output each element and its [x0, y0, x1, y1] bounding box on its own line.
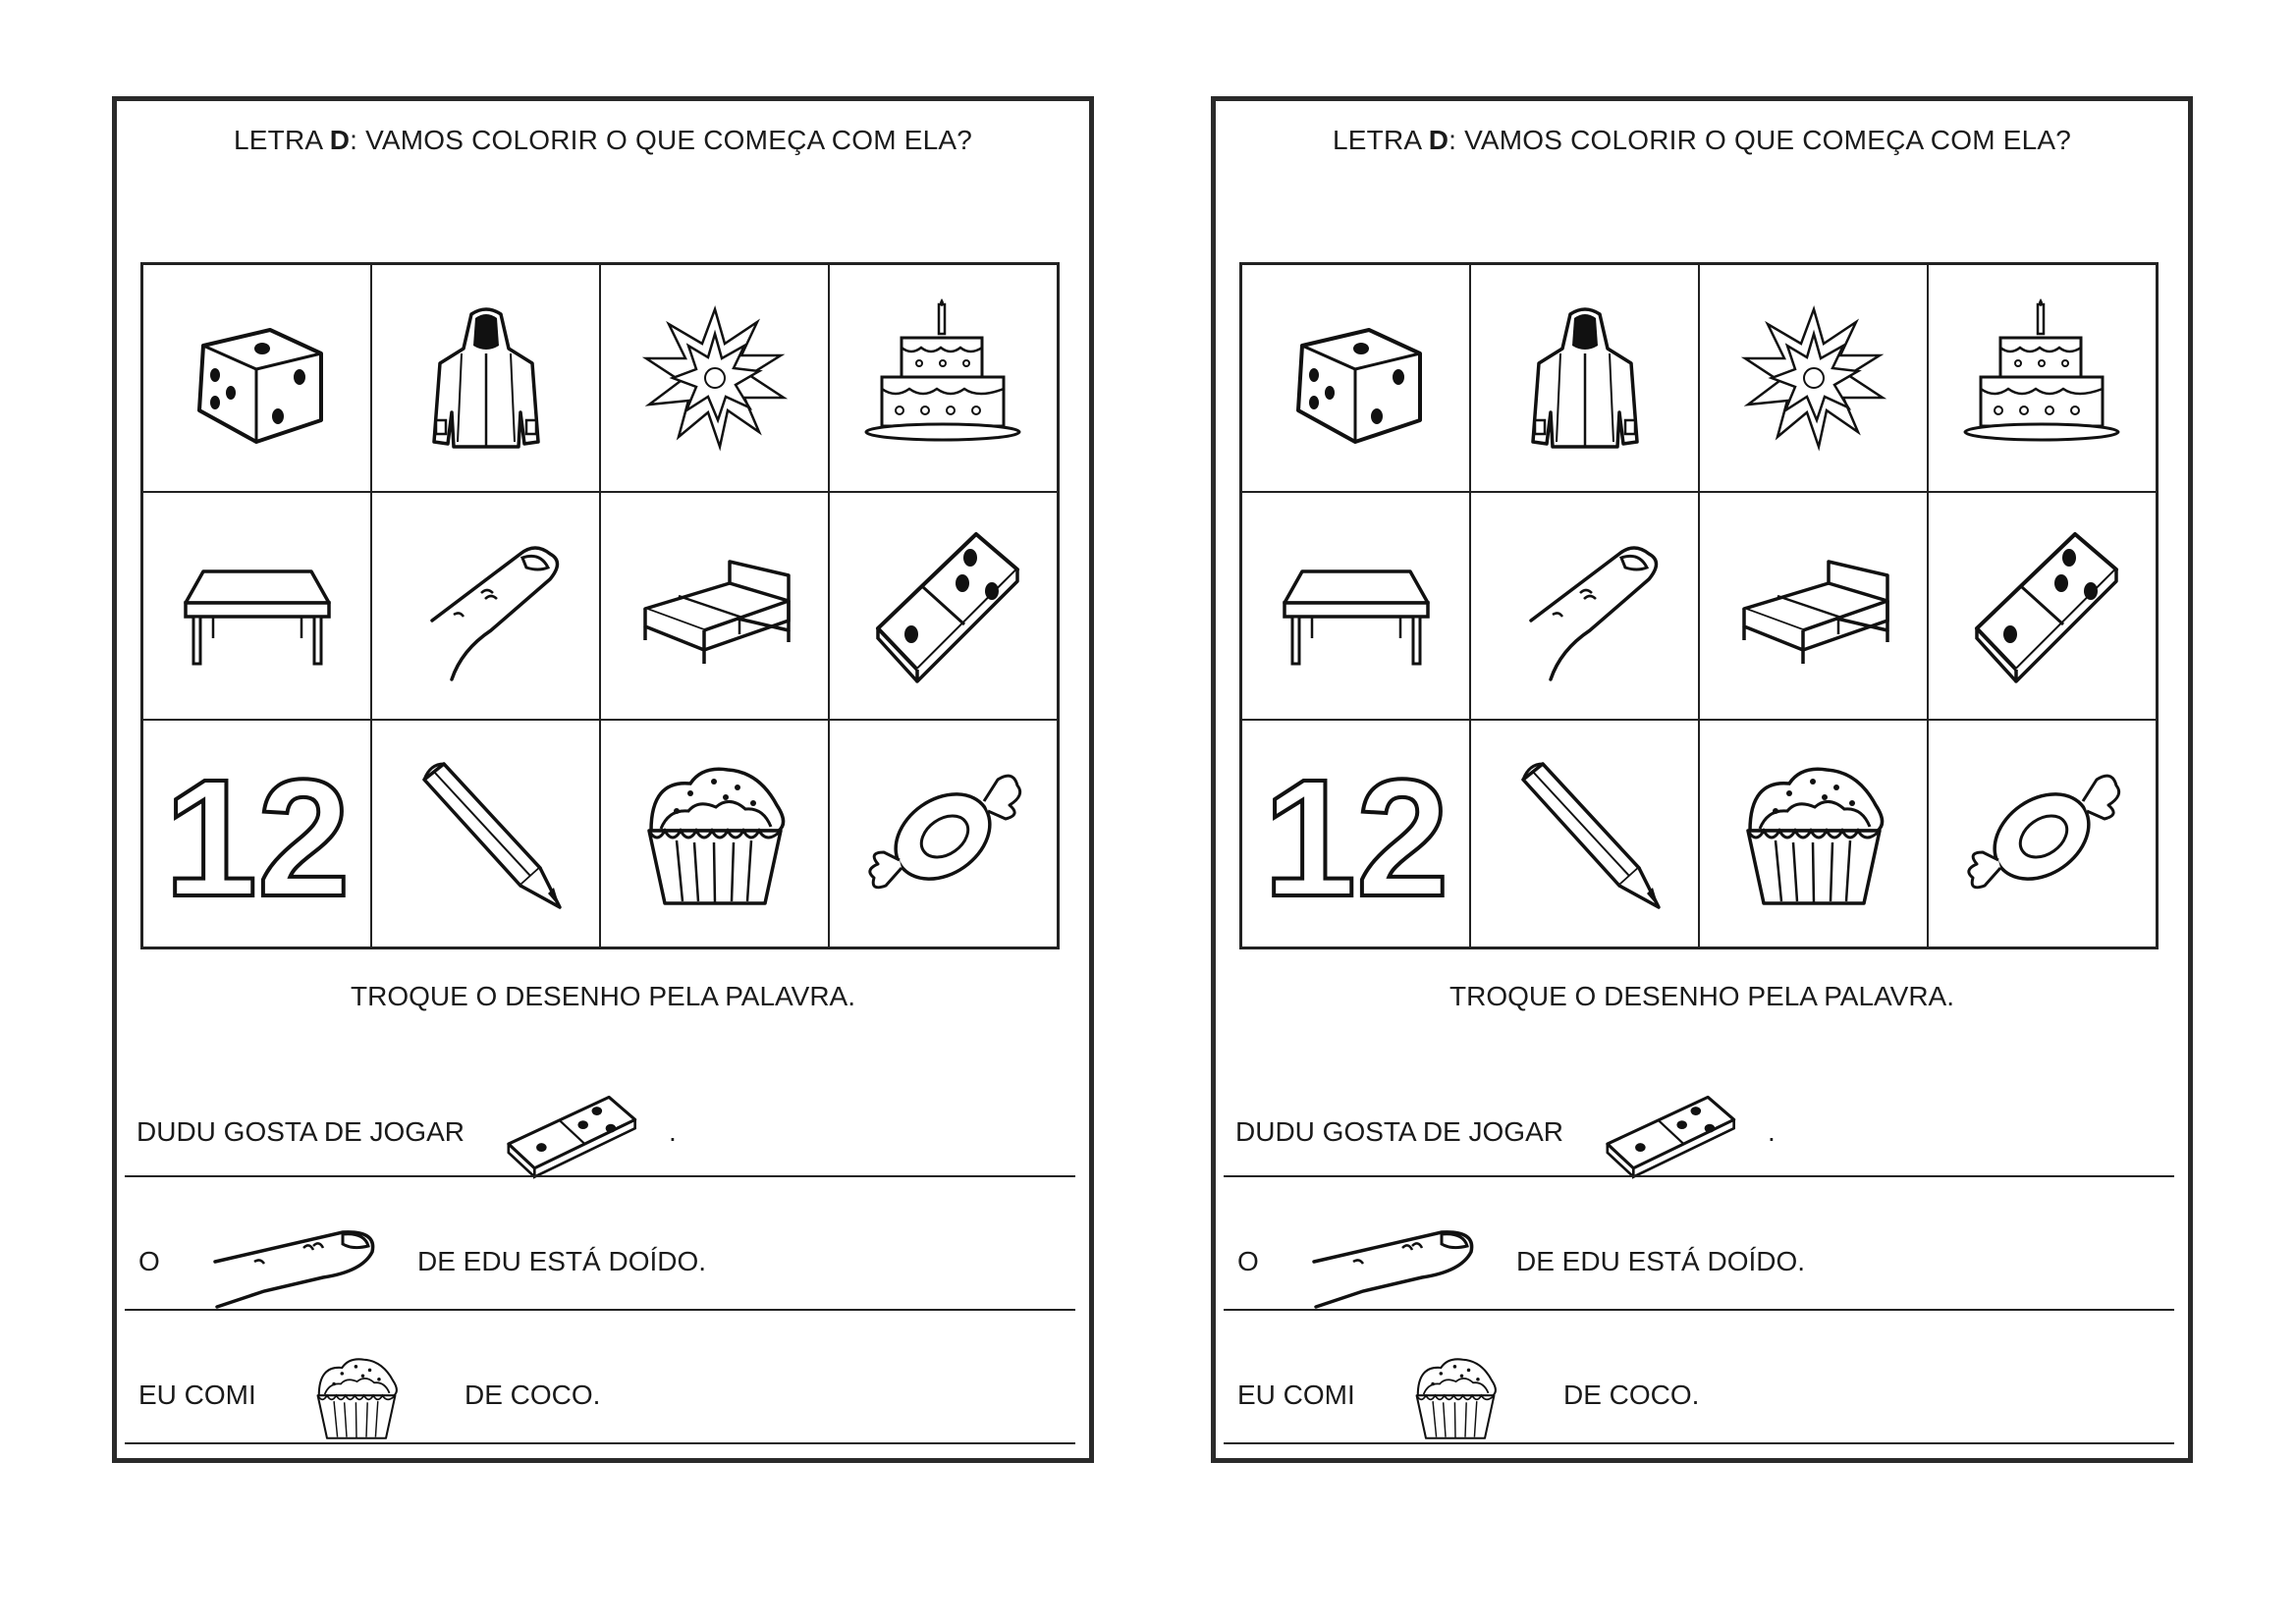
- answer-line-2: [1224, 1309, 2174, 1311]
- candy-icon: [860, 750, 1027, 917]
- grid-cell-cake[interactable]: [829, 264, 1058, 492]
- dice-icon: [1273, 295, 1440, 461]
- sentence-3-before: EU COMI: [138, 1380, 256, 1410]
- grid-cell-bed[interactable]: [1699, 492, 1928, 720]
- title-letter: D: [1428, 125, 1449, 155]
- title-prefix: LETRA: [1333, 125, 1429, 155]
- grid-cell-domino[interactable]: [1928, 492, 2157, 720]
- sentence-1-before: DUDU GOSTA DE JOGAR: [1235, 1116, 1563, 1147]
- grid-cell-twelve[interactable]: [142, 720, 371, 947]
- grid-cell-raincoat[interactable]: [371, 264, 600, 492]
- title-suffix: : VAMOS COLORIR O QUE COMEÇA COM ELA?: [350, 125, 972, 155]
- sentence-2: [117, 1205, 1089, 1303]
- pencil-icon: [403, 750, 570, 917]
- grid-cell-flower[interactable]: [1699, 264, 1928, 492]
- bed-icon: [1730, 522, 1897, 689]
- sentence-2-before: O: [138, 1246, 160, 1276]
- grid-cell-pencil[interactable]: [371, 720, 600, 947]
- twelve-number: 12: [163, 745, 351, 932]
- twelve-icon: [1262, 745, 1449, 932]
- answer-line-2: [125, 1309, 1075, 1311]
- grid-cell-cupcake[interactable]: [600, 720, 829, 947]
- grid-cell-table[interactable]: [1241, 492, 1470, 720]
- grid-cell-dice[interactable]: [142, 264, 371, 492]
- exercise-instruction: TROQUE O DESENHO PELA PALAVRA.: [351, 981, 855, 1011]
- picture-grid: [140, 262, 1060, 949]
- title-prefix: LETRA: [234, 125, 330, 155]
- sentence-3: [1216, 1328, 2188, 1427]
- sentence-2-before: O: [1237, 1246, 1259, 1276]
- grid-cell-candy[interactable]: [829, 720, 1058, 947]
- worksheet-left: [112, 96, 1094, 1463]
- dice-icon: [174, 295, 341, 461]
- grid-cell-finger[interactable]: [371, 492, 600, 720]
- worksheet-right: [1211, 96, 2193, 1463]
- grid-cell-raincoat[interactable]: [1470, 264, 1699, 492]
- sentence-1-before: DUDU GOSTA DE JOGAR: [137, 1116, 465, 1147]
- exercise-instruction: TROQUE O DESENHO PELA PALAVRA.: [1449, 981, 1954, 1011]
- cupcake-icon: [1406, 1348, 1504, 1446]
- candy-icon: [1959, 750, 2126, 917]
- grid-cell-domino[interactable]: [829, 492, 1058, 720]
- answer-line-1: [1224, 1175, 2174, 1177]
- grid-cell-flower[interactable]: [600, 264, 829, 492]
- raincoat-icon: [1502, 295, 1668, 461]
- grid-cell-twelve[interactable]: [1241, 720, 1470, 947]
- worksheet-title: [117, 125, 1089, 156]
- twelve-icon: [163, 745, 351, 932]
- sentence-3: [117, 1328, 1089, 1427]
- grid-cell-dice[interactable]: [1241, 264, 1470, 492]
- answer-line-1: [125, 1175, 1075, 1177]
- cake-icon: [1959, 295, 2126, 461]
- sentence-3-before: EU COMI: [1237, 1380, 1355, 1410]
- grid-cell-candy[interactable]: [1928, 720, 2157, 947]
- finger-icon: [1294, 1213, 1481, 1311]
- title-letter: D: [329, 125, 351, 155]
- grid-cell-finger[interactable]: [1470, 492, 1699, 720]
- table-icon: [1273, 522, 1440, 689]
- grid-cell-pencil[interactable]: [1470, 720, 1699, 947]
- finger-icon: [403, 522, 570, 689]
- cupcake-icon: [631, 750, 798, 917]
- domino-icon: [1959, 522, 2126, 689]
- grid-cell-bed[interactable]: [600, 492, 829, 720]
- cupcake-icon: [307, 1348, 406, 1446]
- sentence-2: [1216, 1205, 2188, 1303]
- picture-grid: [1239, 262, 2159, 949]
- sentence-3-after: DE COCO.: [1563, 1380, 1700, 1410]
- domino-icon: [860, 522, 1027, 689]
- grid-cell-cupcake[interactable]: [1699, 720, 1928, 947]
- sentence-1-after: .: [669, 1116, 677, 1147]
- cupcake-icon: [1730, 750, 1897, 917]
- bed-icon: [631, 522, 798, 689]
- finger-icon: [1502, 522, 1668, 689]
- grid-cell-table[interactable]: [142, 492, 371, 720]
- flower-icon: [631, 295, 798, 461]
- cake-icon: [860, 295, 1027, 461]
- sentence-1-after: .: [1768, 1116, 1776, 1147]
- flower-icon: [1730, 295, 1897, 461]
- sentence-2-after: DE EDU ESTÁ DOÍDO.: [1516, 1246, 1806, 1276]
- sentence-3-after: DE COCO.: [465, 1380, 601, 1410]
- title-suffix: : VAMOS COLORIR O QUE COMEÇA COM ELA?: [1449, 125, 2071, 155]
- twelve-number: 12: [1262, 745, 1449, 932]
- table-icon: [174, 522, 341, 689]
- pencil-icon: [1502, 750, 1668, 917]
- raincoat-icon: [403, 295, 570, 461]
- worksheet-title: [1216, 125, 2188, 156]
- answer-line-3: [125, 1442, 1075, 1444]
- sentence-2-after: DE EDU ESTÁ DOÍDO.: [417, 1246, 707, 1276]
- grid-cell-cake[interactable]: [1928, 264, 2157, 492]
- finger-icon: [195, 1213, 382, 1311]
- answer-line-3: [1224, 1442, 2174, 1444]
